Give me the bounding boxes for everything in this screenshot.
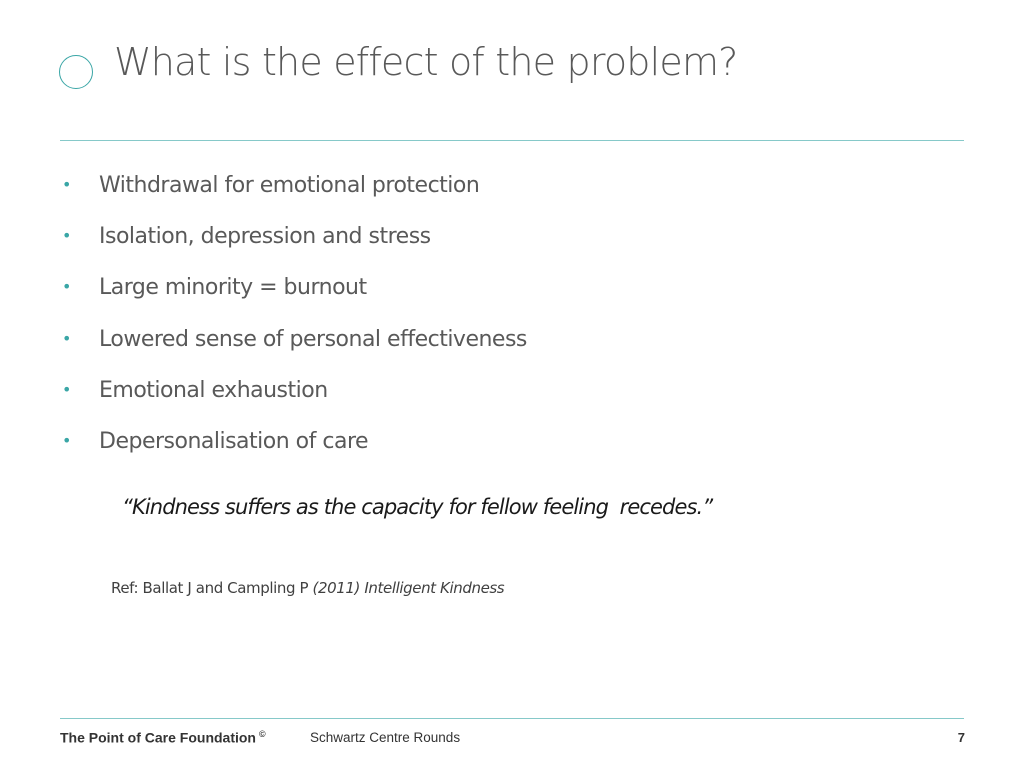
bullet-item bbox=[62, 275, 527, 326]
bullet-icon: • bbox=[62, 277, 71, 297]
footer-program: Schwartz Centre Rounds bbox=[310, 730, 461, 745]
reference-line bbox=[111, 579, 504, 597]
reference-prefix: Ref: Ballat J and Campling P bbox=[111, 579, 313, 597]
bullet-icon: • bbox=[62, 379, 71, 399]
footer-organization bbox=[60, 729, 266, 746]
copyright-mark: © bbox=[259, 729, 266, 739]
bullet-text: Isolation, depression and stress bbox=[99, 224, 431, 250]
bullet-item bbox=[62, 173, 527, 224]
footer-divider bbox=[60, 718, 964, 719]
bullet-list bbox=[62, 173, 527, 480]
bullet-text: Large minority = burnout bbox=[99, 275, 367, 301]
bullet-text: Withdrawal for emotional protection bbox=[99, 173, 480, 198]
bullet-icon: • bbox=[62, 430, 71, 450]
bullet-icon: • bbox=[62, 328, 71, 348]
bullet-item bbox=[62, 224, 527, 275]
slide-title: What is the effect of the problem? bbox=[114, 40, 738, 84]
quote-text: “Kindness suffers as the capacity for fellow feeling recedes.” bbox=[122, 495, 713, 519]
bullet-icon: • bbox=[62, 226, 71, 246]
bullet-text: Depersonalisation of care bbox=[99, 428, 369, 454]
bullet-item bbox=[62, 327, 527, 378]
bullet-text: Emotional exhaustion bbox=[99, 377, 328, 403]
bullet-item bbox=[62, 378, 527, 429]
title-circle-icon bbox=[59, 55, 93, 89]
title-divider bbox=[60, 140, 964, 141]
bullet-text: Lowered sense of personal effectiveness bbox=[99, 326, 527, 352]
bullet-icon: • bbox=[62, 175, 71, 194]
organization-name: The Point of Care Foundation bbox=[60, 729, 256, 746]
bullet-item bbox=[62, 429, 527, 480]
page-number: 7 bbox=[957, 730, 965, 745]
reference-title: (2011) Intelligent Kindness bbox=[312, 579, 505, 597]
